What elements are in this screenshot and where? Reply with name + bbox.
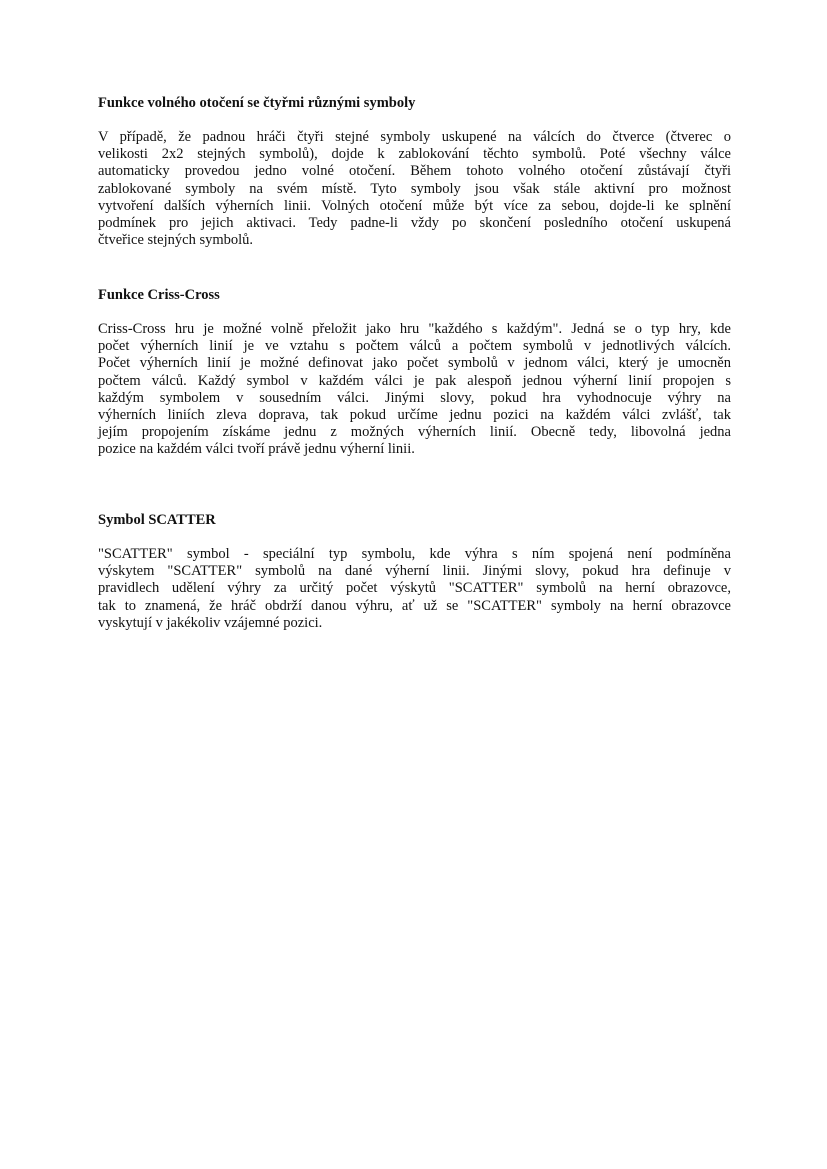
section-free-spin [98,95,731,249]
text-line: Počet výherních linií je možné definovat jako počet symbolů v jednom válci, který je umocněn [98,355,731,372]
text-line: vytvoření dalších výherních linii. Volných otočení může být více za sebou, dojde-li ke splnění [98,197,731,214]
text-line: V případě, že padnou hráči čtyři stejné symboly uskupené na válcích do čtverce (čtverec o [98,129,731,145]
section-paragraph [98,129,731,249]
text-line: automaticky provedou jedno volné otočení. Během tohoto volného otočení zůstávají čtyři [98,163,731,180]
text-line: počet výherních linií je ve vztahu s počtem válců a počtem symbolů v jednotlivých válcích. [98,338,731,355]
text-line: tak to znamená, že hráč obdrží danou výhru, ať už se "SCATTER" symboly na herní obrazovce [98,597,731,614]
section-heading: Symbol SCATTER [98,512,216,528]
text-line: "SCATTER" symbol - speciální typ symbolu, kde výhra s ním spojená není podmíněna [98,546,731,562]
text-line: velikosti 2x2 stejných symbolů), dojde k zablokování těchto symbolů. Poté všechny válce [98,146,731,163]
text-line: zablokované symboly na svém místě. Tyto symboly jsou však stále aktivní pro možnost [98,180,731,197]
text-line: vyskytují v jakékoliv vzájemné pozici. [98,614,323,631]
text-line: pozice na každém válci tvoří právě jednu výherní linii. [98,441,415,458]
section-scatter [98,512,731,632]
text-line: výherních liniích zleva doprava, tak pokud určíme jednu pozici na každém válci zvlášť, tak [98,407,731,424]
text-line: podmínek pro jejich aktivaci. Tedy padne-li vždy po skončení posledního otočení uskupená [98,215,731,232]
text-line: pravidlech udělení výhry za určitý počet výskytů "SCATTER" symbolů na herní obrazovce, [98,580,731,597]
section-criss-cross [98,287,731,459]
section-paragraph [98,321,731,459]
section-heading: Funkce Criss-Cross [98,287,220,303]
text-line: každým symbolem v sousedním válci. Jinými slovy, pokud hra vyhodnocuje výhry na [98,389,731,406]
text-line: jejím propojením získáme jednu z možných výherních linií. Obecně tedy, libovolná jedna [98,424,731,441]
text-line: výskytem "SCATTER" symbolů na dané výherní linii. Jinými slovy, pokud hra definuje v [98,563,731,580]
text-line: Criss-Cross hru je možné volně přeložit jako hru "každého s každým". Jedná se o typ hry, kde [98,321,731,337]
text-line: čtveřice stejných symbolů. [98,232,254,249]
text-line: počtem válců. Každý symbol v každém válci je pak alespoň jednou výherní linií propojen s [98,372,731,389]
section-paragraph [98,546,731,632]
section-heading: Funkce volného otočení se čtyřmi různými symboly [98,95,416,111]
